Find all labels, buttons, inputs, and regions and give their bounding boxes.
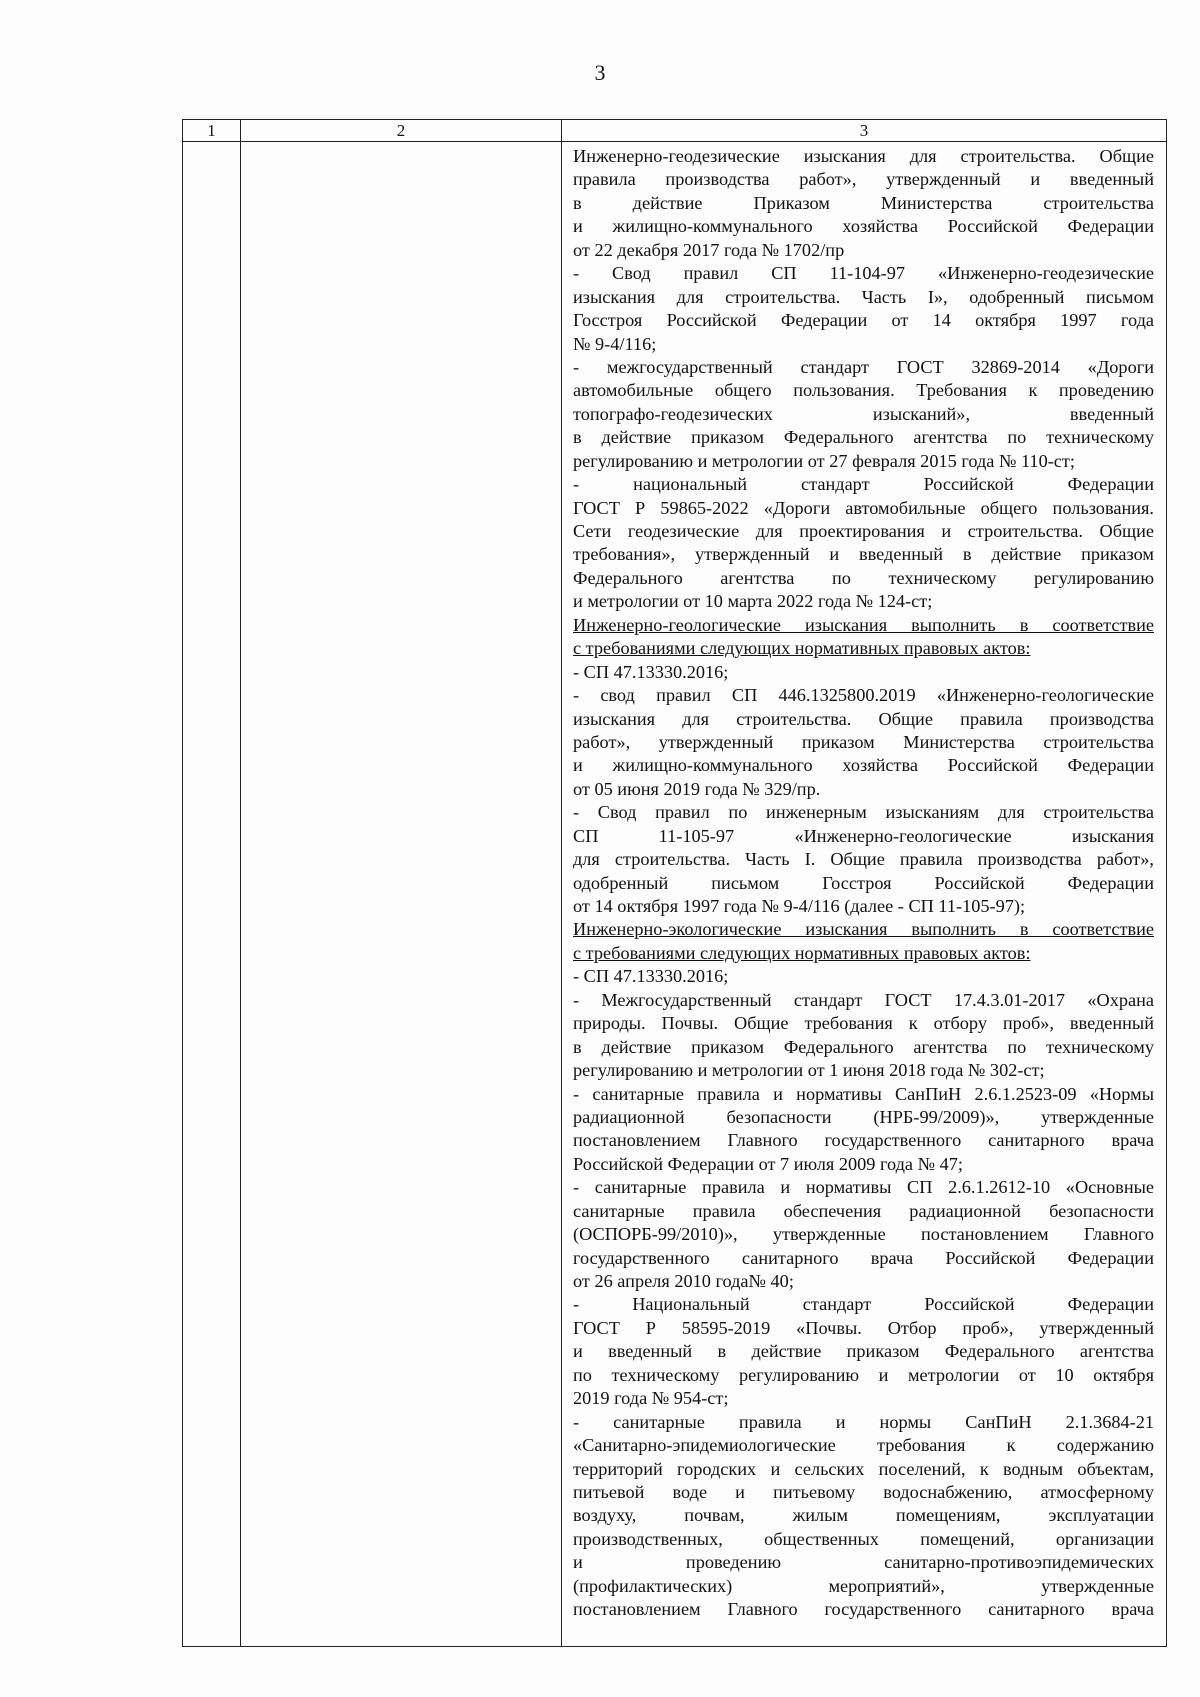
text-line: работ», утвержденный приказом Министерства строительства	[573, 731, 1154, 752]
text-line: правила производства работ», утвержденный и введенный	[573, 169, 1154, 190]
text-line: для строительства. Часть I. Общие правила производства работ»,	[573, 849, 1154, 870]
text-line: ГОСТ Р 58595-2019 «Почвы. Отбор проб», утвержденный	[573, 1317, 1154, 1338]
text-line: от 14 октября 1997 года № 9-4/116 (далее - СП 11-105-97);	[573, 896, 1026, 916]
text-line: и проведению санитарно-противоэпидемических	[573, 1552, 1154, 1573]
text-line: Инженерно-экологические изыскания выполнить в соответствие	[573, 919, 1154, 940]
document-table	[182, 119, 1167, 1647]
text-line: - Свод правил по инженерным изысканиям для строительства	[573, 802, 1154, 823]
table-row	[183, 142, 1167, 1647]
text-line: территорий городских и сельских поселений, к водным объектам,	[573, 1458, 1154, 1479]
text-line: питьевой воде и питьевому водоснабжению, атмосферному	[573, 1481, 1154, 1502]
text-line: № 9-4/116;	[573, 333, 657, 354]
text-line: постановлением Главного государственного санитарного врача	[573, 1130, 1154, 1151]
text-line: 2019 года № 954-ст;	[573, 1388, 729, 1409]
text-line: производственных, общественных помещений, организации	[573, 1528, 1154, 1549]
text-line: - санитарные правила и нормы СанПиН 2.1.3684-21	[573, 1411, 1154, 1432]
text-line: (ОСПОРБ-99/2010)», утвержденные постановлением Главного	[573, 1224, 1154, 1245]
text-line: от 26 апреля 2010 года№ 40;	[573, 1271, 794, 1291]
text-line: Инженерно-геологические изыскания выполнить в соответствие	[573, 614, 1154, 635]
text-line: регулированию и метрологии от 27 февраля 2015 года № 110-ст;	[573, 450, 1075, 471]
text-line: - межгосударственный стандарт ГОСТ 32869-2014 «Дороги	[573, 356, 1154, 377]
text-line: постановлением Главного государственного санитарного врача	[573, 1599, 1154, 1620]
text-line: государственного санитарного врача Российской Федерации	[573, 1247, 1154, 1268]
text-line: от 05 июня 2019 года № 329/пр.	[573, 778, 821, 799]
text-line: и жилищно-коммунального хозяйства Российской Федерации	[573, 755, 1154, 776]
text-line: Госстроя Российской Федерации от 14 октября 1997 года	[573, 310, 1154, 331]
text-line: - санитарные правила и нормативы СанПиН 2.6.1.2523-09 «Нормы	[573, 1083, 1154, 1104]
text-line: и введенный в действие приказом Федерального агентства	[573, 1341, 1154, 1362]
text-line: и метрологии от 10 марта 2022 года № 124-ст;	[573, 591, 933, 612]
text-line: Сети геодезические для проектирования и строительства. Общие	[573, 521, 1154, 541]
text-line: (профилактических) мероприятий», утвержденные	[573, 1575, 1154, 1596]
text-line: Федерального агентства по техническому регулированию	[573, 567, 1154, 588]
text-line: - СП 47.13330.2016;	[573, 966, 729, 987]
text-line: - Национальный стандарт Российской Федерации	[573, 1294, 1154, 1315]
text-line: и жилищно-коммунального хозяйства Российской Федерации	[573, 216, 1154, 237]
header-col-3: 3	[562, 120, 1167, 142]
text-line: - национальный стандарт Российской Федерации	[573, 474, 1154, 495]
text-line: - свод правил СП 446.1325800.2019 «Инженерно-геологические	[573, 685, 1154, 706]
text-line: - СП 47.13330.2016;	[573, 661, 729, 682]
text-line: - Свод правил СП 11-104-97 «Инженерно-геодезические	[573, 263, 1154, 284]
page-number: 3	[594, 60, 606, 85]
text-line: регулированию и метрологии от 1 июня 2018 года № 302-ст;	[573, 1060, 1045, 1081]
cell-col-3-text	[562, 142, 1166, 1622]
text-line: - Межгосударственный стандарт ГОСТ 17.4.3.01-2017 «Охрана	[573, 989, 1154, 1010]
header-col-1: 1	[183, 120, 241, 142]
text-line: в действие приказом Федерального агентства по техническому	[573, 427, 1154, 448]
text-line: в действие Приказом Министерства строительства	[573, 192, 1154, 213]
text-line: «Санитарно-эпидемиологические требования к содержанию	[573, 1435, 1154, 1456]
text-line: автомобильные общего пользования. Требования к проведению	[573, 380, 1154, 401]
text-line: Инженерно-геодезические изыскания для строительства. Общие	[573, 146, 1154, 166]
header-col-2: 2	[241, 120, 562, 142]
text-line: санитарные правила обеспечения радиационной безопасности	[573, 1200, 1154, 1221]
text-line: изыскания для строительства. Общие правила производства	[573, 708, 1154, 729]
text-line: - санитарные правила и нормативы СП 2.6.1.2612-10 «Основные	[573, 1177, 1154, 1198]
text-line: с требованиями следующих нормативных правовых актов:	[573, 638, 1031, 659]
table-header-row	[183, 120, 1167, 142]
text-line: по техническому регулированию и метрологии от 10 октября	[573, 1364, 1154, 1385]
cell-col-1	[183, 142, 241, 1647]
text-line: радиационной безопасности (НРБ-99/2009)», утвержденные	[573, 1106, 1154, 1127]
text-line: одобренный письмом Госстроя Российской Федерации	[573, 872, 1154, 893]
text-line: в действие приказом Федерального агентства по техническому	[573, 1036, 1154, 1057]
text-line: СП 11-105-97 «Инженерно-геологические изыскания	[573, 825, 1154, 846]
cell-col-2	[241, 142, 562, 1647]
text-line: изыскания для строительства. Часть I», одобренный письмом	[573, 286, 1154, 307]
text-line: природы. Почвы. Общие требования к отбору проб», введенный	[573, 1013, 1154, 1034]
text-line: с требованиями следующих нормативных правовых актов:	[573, 942, 1031, 963]
cell-col-3	[562, 142, 1167, 1647]
text-line: Российской Федерации от 7 июля 2009 года № 47;	[573, 1153, 963, 1174]
text-line: топографо-геодезических изысканий», введенный	[573, 403, 1154, 424]
text-line: требования», утвержденный и введенный в действие приказом	[573, 544, 1154, 565]
text-line: воздуху, почвам, жилым помещениям, эксплуатации	[573, 1505, 1154, 1526]
text-line: от 22 декабря 2017 года № 1702/пр	[573, 239, 845, 260]
text-line: ГОСТ Р 59865-2022 «Дороги автомобильные общего пользования.	[573, 497, 1154, 518]
